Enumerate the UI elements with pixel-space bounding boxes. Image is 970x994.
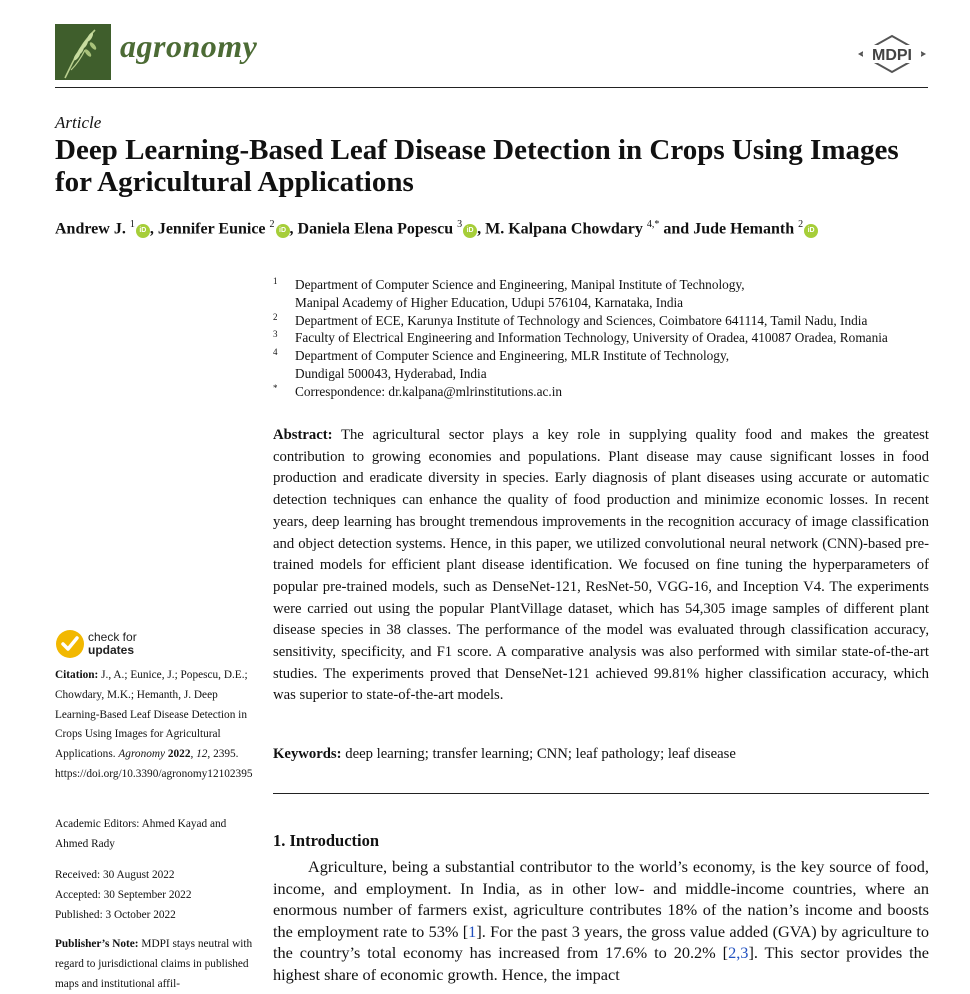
orcid-icon[interactable]: iD (463, 224, 477, 238)
article-title: Deep Learning-Based Leaf Disease Detection in Crops Using Images for Agricultural Applications (55, 134, 899, 198)
affiliation: Dundigal 500043, Hyderabad, India (295, 365, 487, 381)
svg-text:MDPI: MDPI (872, 47, 912, 64)
orcid-icon[interactable]: iD (276, 224, 290, 238)
author-list: Andrew J. $^1$iD , Jennifer Eunice $^2$iD , Daniela Elena Popescu $^3$iD , M. Kalpana Chowdary $^{4,*}$ and Jude Hemanth $^2$iD (55, 219, 818, 238)
affiliation: 1 Department of Computer Science and Engineering, Manipal Institute of Technology, (273, 276, 745, 292)
intro-paragraph: Agriculture, being a substantial contributor to the world’s economy, is the key source of food, income, and employment. In India, as in other low- and middle-income countries, where an enormous number of farmers exist, agriculture contributes 18% of the nation’s income and boosts the employment rate to 53% [1]. For the past 3 years, the gross value added (GVA) by agriculture to the country’s total economy has increased from 17.6% to 20.2% [2,3]. This sector provides the highest share of economic growth. Hence, the impact (273, 857, 930, 984)
section-heading: 1. Introduction (273, 831, 380, 850)
keywords (273, 746, 929, 763)
academic-editors: Academic Editors: Ahmed Kayad and Ahmed Rady (55, 818, 227, 850)
dates (55, 866, 255, 925)
section-rule (273, 793, 929, 794)
check-icon (55, 629, 85, 659)
header-rule (55, 87, 928, 88)
author-name: Daniela Elena Popescu (297, 220, 454, 238)
abstract-label: Abstract: (273, 427, 333, 443)
author-name: Jude Hemanth (693, 220, 795, 238)
journal-name: agronomy (120, 28, 258, 64)
author-name: Jennifer Eunice (157, 220, 266, 238)
keywords-label: Keywords: (273, 746, 342, 762)
affiliation: Manipal Academy of Higher Education, Udupi 576104, Karnataka, India (295, 294, 684, 310)
affiliation: 3 Faculty of Electrical Engineering and Information Technology, University of Oradea, 410087 Oradea, Romania (273, 329, 888, 346)
author-name: M. Kalpana Chowdary (485, 220, 643, 238)
author-name: Andrew J. (55, 220, 126, 238)
doi-link[interactable]: 2395. https://doi.org/10.3390/agronomy12102395 (55, 748, 253, 780)
citation-link[interactable]: 2,3 (728, 943, 749, 962)
keywords-text: deep learning; transfer learning; CNN; leaf pathology; leaf disease (345, 746, 736, 762)
abstract-text: The agricultural sector plays a key role in supplying quality food and makes the greatest contribution to growing economies and populations. Plant disease may cause significant losses in food production and eradicate diversity in species. Early diagnosis of plant diseases using accurate or automatic detection techniques can enhance the quality of food production and minimize economic losses. In recent years, deep learning has brought tremendous improvements in the recognition accuracy of image classification and object detection systems. Hence, in this paper, we utilized convolutional neural network (CNN)-based pre-trained models for efficient plant disease identification. We focused on fine tuning the hyperparameters of popular pre-trained models, such as DenseNet-121, ResNet-50, VGG-16, and Inception V4. The experiments were carried out using the popular PlantVillage dataset, which has 54,305 image samples of different plant disease species in 38 classes. The performance of the model was evaluated through classification accuracy, sensitivity, specificity, and F1 score. A comparative analysis was also performed with similar state-of-the-art studies. The experiments proved that DenseNet-121 achieved 99.81% higher classification accuracy, which was superior to state-of-the-art models. (273, 427, 929, 704)
publisher-note: Publisher’s Note: MDPI stays neutral with regard to jurisdictional claims in published maps and institutional affil- (55, 938, 253, 990)
correspondence: * Correspondence: dr.kalpana@mlrinstitutions.ac.in (273, 382, 563, 399)
orcid-icon[interactable]: iD (804, 224, 818, 238)
accepted-date: Accepted: 30 September 2022 (55, 888, 192, 901)
affiliations (270, 276, 940, 401)
orcid-icon[interactable]: iD (136, 224, 150, 238)
citation: Citation: J., A.; Eunice, J.; Popescu, D.E.; Chowdary, M.K.; Hemanth, J. Deep Learning-Based Leaf Disease Detection in Crops Using Images for Agricultural Applications. Agronomy 2022, 12, 2395. https://doi.org/10.3390/agronomy12102395 (55, 669, 253, 780)
abstract (273, 425, 929, 707)
received-date: Received: 30 August 2022 (55, 869, 175, 881)
journal-logo (55, 24, 111, 80)
mdpi-logo (857, 34, 927, 74)
article-type: Article (55, 113, 102, 132)
affiliation: 2 Department of ECE, Karunya Institute of Technology and Sciences, Coimbatore 641114, Tamil Nadu, India (273, 311, 868, 328)
published-date: Published: 3 October 2022 (55, 908, 176, 921)
affiliation: 4 Department of Computer Science and Engineering, MLR Institute of Technology, (273, 347, 730, 364)
citation-link[interactable]: 1 (468, 921, 477, 941)
check-for-updates-badge[interactable]: check for updates (55, 629, 205, 663)
